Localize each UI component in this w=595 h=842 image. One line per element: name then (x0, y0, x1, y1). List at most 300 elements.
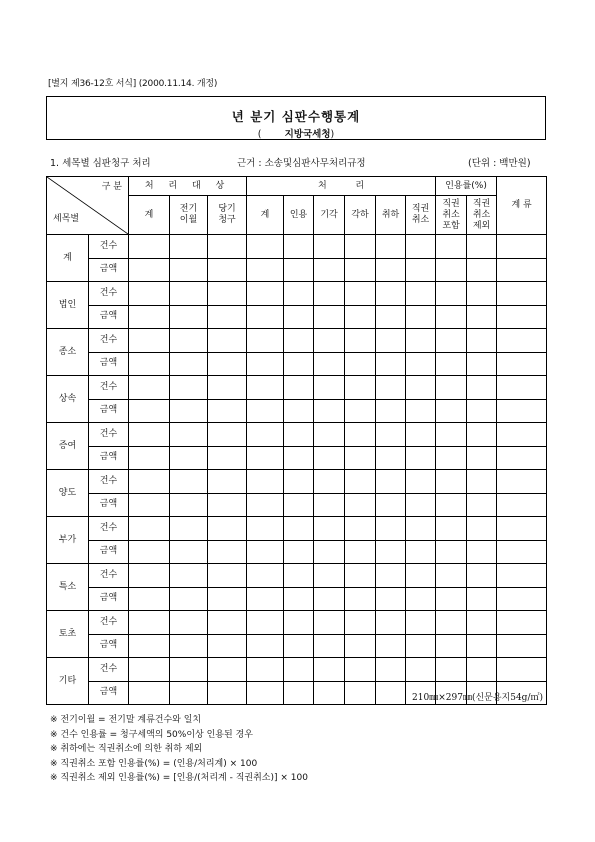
data-cell[interactable] (208, 540, 247, 564)
data-cell[interactable] (208, 352, 247, 376)
data-cell[interactable] (436, 470, 467, 494)
data-cell[interactable] (129, 540, 170, 564)
data-cell[interactable] (497, 399, 547, 423)
data-cell[interactable] (497, 446, 547, 470)
subheader-cell: 계 (129, 196, 170, 235)
data-cell[interactable] (129, 235, 170, 259)
category-cell: 부가 (47, 517, 89, 564)
data-cell[interactable] (467, 235, 497, 259)
data-cell[interactable] (170, 305, 208, 329)
data-cell[interactable] (284, 634, 314, 658)
data-cell[interactable] (284, 470, 314, 494)
data-cell[interactable] (467, 564, 497, 588)
data-cell[interactable] (284, 352, 314, 376)
data-cell[interactable] (208, 399, 247, 423)
data-cell[interactable] (247, 681, 284, 705)
data-cell[interactable] (345, 634, 376, 658)
data-cell[interactable] (129, 493, 170, 517)
data-cell[interactable] (467, 587, 497, 611)
data-cell[interactable] (345, 587, 376, 611)
data-cell[interactable] (376, 681, 406, 705)
data-cell[interactable] (376, 611, 406, 635)
data-cell[interactable] (376, 446, 406, 470)
data-cell[interactable] (436, 540, 467, 564)
data-cell[interactable] (345, 470, 376, 494)
data-cell[interactable] (467, 376, 497, 400)
data-cell[interactable] (376, 258, 406, 282)
subheader-cell: 각하 (345, 196, 376, 235)
header-pending: 계 류 (497, 177, 547, 235)
table-row (47, 587, 547, 611)
data-cell[interactable] (314, 352, 345, 376)
data-cell[interactable] (208, 258, 247, 282)
data-cell[interactable] (406, 423, 436, 447)
data-cell[interactable] (247, 611, 284, 635)
data-cell[interactable] (247, 517, 284, 541)
data-cell[interactable] (406, 493, 436, 517)
table-row (47, 493, 547, 517)
category-cell: 증여 (47, 423, 89, 470)
data-cell[interactable] (170, 235, 208, 259)
data-cell[interactable] (284, 517, 314, 541)
data-cell[interactable] (406, 587, 436, 611)
data-cell[interactable] (345, 305, 376, 329)
data-cell[interactable] (497, 423, 547, 447)
data-cell[interactable] (284, 587, 314, 611)
row-type-cell: 금액 (89, 258, 129, 282)
data-cell[interactable] (376, 540, 406, 564)
data-cell[interactable] (170, 399, 208, 423)
data-cell[interactable] (436, 658, 467, 682)
data-cell[interactable] (467, 634, 497, 658)
subtitle-open-paren: ( (257, 129, 262, 140)
data-cell[interactable] (129, 681, 170, 705)
header-rate: 인용률(%) (436, 177, 497, 196)
data-cell[interactable] (170, 540, 208, 564)
data-cell[interactable] (406, 258, 436, 282)
data-cell[interactable] (436, 587, 467, 611)
table-row (47, 634, 547, 658)
subtitle-label: 지방국세청 (284, 129, 331, 140)
data-cell[interactable] (314, 587, 345, 611)
data-cell[interactable] (170, 517, 208, 541)
category-cell: 법인 (47, 282, 89, 329)
data-cell[interactable] (170, 446, 208, 470)
data-cell[interactable] (208, 305, 247, 329)
data-cell[interactable] (467, 305, 497, 329)
data-cell[interactable] (467, 470, 497, 494)
data-cell[interactable] (497, 235, 547, 259)
data-cell[interactable] (376, 658, 406, 682)
data-cell[interactable] (314, 423, 345, 447)
data-cell[interactable] (208, 376, 247, 400)
data-cell[interactable] (314, 634, 345, 658)
data-cell[interactable] (129, 305, 170, 329)
data-cell[interactable] (376, 305, 406, 329)
row-type-cell: 건수 (89, 282, 129, 306)
data-cell[interactable] (170, 587, 208, 611)
data-cell[interactable] (170, 564, 208, 588)
data-cell[interactable] (497, 634, 547, 658)
data-cell[interactable] (467, 329, 497, 353)
table-row (47, 540, 547, 564)
data-cell[interactable] (436, 423, 467, 447)
data-cell[interactable] (247, 446, 284, 470)
data-cell[interactable] (376, 282, 406, 306)
data-cell[interactable] (406, 352, 436, 376)
data-cell[interactable] (467, 258, 497, 282)
data-cell[interactable] (436, 376, 467, 400)
table-row (47, 235, 547, 259)
data-cell[interactable] (406, 329, 436, 353)
data-cell[interactable] (284, 258, 314, 282)
data-cell[interactable] (314, 564, 345, 588)
data-cell[interactable] (247, 493, 284, 517)
data-cell[interactable] (247, 658, 284, 682)
row-type-cell: 건수 (89, 470, 129, 494)
data-cell[interactable] (376, 470, 406, 494)
data-cell[interactable] (284, 681, 314, 705)
data-cell[interactable] (129, 376, 170, 400)
data-cell[interactable] (314, 470, 345, 494)
row-type-cell: 금액 (89, 352, 129, 376)
data-cell[interactable] (467, 446, 497, 470)
data-cell[interactable] (345, 446, 376, 470)
data-cell[interactable] (467, 658, 497, 682)
data-cell[interactable] (314, 235, 345, 259)
data-cell[interactable] (376, 517, 406, 541)
data-cell[interactable] (467, 540, 497, 564)
data-cell[interactable] (436, 446, 467, 470)
data-cell[interactable] (208, 564, 247, 588)
data-cell[interactable] (345, 564, 376, 588)
data-cell[interactable] (376, 329, 406, 353)
data-cell[interactable] (406, 282, 436, 306)
data-cell[interactable] (406, 399, 436, 423)
data-cell[interactable] (376, 493, 406, 517)
data-cell[interactable] (345, 493, 376, 517)
data-cell[interactable] (345, 423, 376, 447)
data-cell[interactable] (247, 399, 284, 423)
data-cell[interactable] (247, 634, 284, 658)
data-cell[interactable] (208, 658, 247, 682)
table-row (47, 423, 547, 447)
data-cell[interactable] (247, 470, 284, 494)
data-cell[interactable] (406, 540, 436, 564)
data-cell[interactable] (208, 517, 247, 541)
title-box (46, 96, 546, 140)
data-cell[interactable] (208, 329, 247, 353)
data-cell[interactable] (345, 681, 376, 705)
data-cell[interactable] (314, 446, 345, 470)
category-cell: 종소 (47, 329, 89, 376)
data-cell[interactable] (208, 681, 247, 705)
subheader-cell: 취하 (376, 196, 406, 235)
data-cell[interactable] (345, 399, 376, 423)
data-cell[interactable] (497, 587, 547, 611)
data-cell[interactable] (247, 352, 284, 376)
form-id: [별지 제36-12호 서식] (2000.11.14. 개정) (48, 79, 218, 89)
data-cell[interactable] (497, 305, 547, 329)
data-cell[interactable] (208, 587, 247, 611)
data-cell[interactable] (406, 564, 436, 588)
footnotes (50, 713, 308, 786)
unit-text: (단위 : 백만원) (468, 158, 531, 169)
data-cell[interactable] (497, 658, 547, 682)
data-cell[interactable] (208, 282, 247, 306)
data-cell[interactable] (314, 517, 345, 541)
data-cell[interactable] (376, 587, 406, 611)
data-cell[interactable] (247, 235, 284, 259)
data-cell[interactable] (284, 235, 314, 259)
data-cell[interactable] (284, 423, 314, 447)
data-cell[interactable] (436, 399, 467, 423)
corner-bottom-label: 세목별 (53, 214, 80, 224)
data-cell[interactable] (497, 329, 547, 353)
row-type-cell: 금액 (89, 399, 129, 423)
data-cell[interactable] (376, 399, 406, 423)
data-cell[interactable] (247, 423, 284, 447)
data-cell[interactable] (247, 564, 284, 588)
data-cell[interactable] (436, 564, 467, 588)
data-cell[interactable] (170, 282, 208, 306)
data-cell[interactable] (284, 282, 314, 306)
subheader-cell: 직권 취소 제외 (467, 196, 497, 235)
data-cell[interactable] (467, 423, 497, 447)
data-cell[interactable] (129, 352, 170, 376)
data-cell[interactable] (345, 658, 376, 682)
data-cell[interactable] (436, 611, 467, 635)
data-cell[interactable] (170, 634, 208, 658)
data-cell[interactable] (208, 446, 247, 470)
data-cell[interactable] (314, 658, 345, 682)
data-cell[interactable] (376, 564, 406, 588)
data-cell[interactable] (314, 399, 345, 423)
data-cell[interactable] (436, 352, 467, 376)
data-cell[interactable] (314, 681, 345, 705)
data-cell[interactable] (129, 446, 170, 470)
subheader-cell: 인용 (284, 196, 314, 235)
header-processing: 처 리 (247, 177, 436, 196)
data-cell[interactable] (406, 470, 436, 494)
data-cell[interactable] (284, 376, 314, 400)
data-cell[interactable] (129, 611, 170, 635)
data-cell[interactable] (467, 282, 497, 306)
data-cell[interactable] (497, 517, 547, 541)
data-cell[interactable] (497, 564, 547, 588)
data-cell[interactable] (345, 329, 376, 353)
footnote-line: ※ 직권취소 제외 인용률(%) = [인용/(처리계 - 직권취소)] × 100 (50, 773, 308, 783)
table-row (47, 399, 547, 423)
table-row (47, 564, 547, 588)
row-type-cell: 금액 (89, 587, 129, 611)
stats-table (46, 176, 547, 705)
data-cell[interactable] (284, 305, 314, 329)
data-cell[interactable] (314, 258, 345, 282)
data-cell[interactable] (247, 282, 284, 306)
data-cell[interactable] (314, 376, 345, 400)
subheader-cell: 직권 취소 (406, 196, 436, 235)
data-cell[interactable] (247, 305, 284, 329)
data-cell[interactable] (467, 352, 497, 376)
row-type-cell: 건수 (89, 611, 129, 635)
data-cell[interactable] (284, 611, 314, 635)
data-cell[interactable] (129, 282, 170, 306)
data-cell[interactable] (129, 517, 170, 541)
data-cell[interactable] (314, 305, 345, 329)
data-cell[interactable] (376, 376, 406, 400)
data-cell[interactable] (406, 517, 436, 541)
row-type-cell: 금액 (89, 634, 129, 658)
data-cell[interactable] (284, 540, 314, 564)
data-cell[interactable] (208, 235, 247, 259)
data-cell[interactable] (284, 399, 314, 423)
data-cell[interactable] (208, 611, 247, 635)
data-cell[interactable] (284, 446, 314, 470)
data-cell[interactable] (497, 493, 547, 517)
data-cell[interactable] (170, 423, 208, 447)
data-cell[interactable] (247, 540, 284, 564)
data-cell[interactable] (345, 352, 376, 376)
data-cell[interactable] (406, 658, 436, 682)
footnote-line: ※ 전기이월 = 전기말 계류건수와 일치 (50, 715, 202, 725)
data-cell[interactable] (497, 376, 547, 400)
data-cell[interactable] (345, 258, 376, 282)
data-cell[interactable] (208, 470, 247, 494)
data-cell[interactable] (170, 658, 208, 682)
data-cell[interactable] (406, 446, 436, 470)
basis-text: 근거 : 소송및심판사무처리규정 (237, 158, 366, 169)
data-cell[interactable] (497, 540, 547, 564)
category-cell: 계 (47, 235, 89, 282)
data-cell[interactable] (170, 493, 208, 517)
data-cell[interactable] (497, 352, 547, 376)
data-cell[interactable] (376, 634, 406, 658)
data-cell[interactable] (129, 399, 170, 423)
subtitle-close-paren: ) (330, 129, 335, 140)
data-cell[interactable] (497, 282, 547, 306)
data-cell[interactable] (345, 540, 376, 564)
data-cell[interactable] (436, 282, 467, 306)
data-cell[interactable] (497, 470, 547, 494)
footnote-line: ※ 직권취소 포함 인용률(%) = (인용/처리계) × 100 (50, 758, 258, 769)
data-cell[interactable] (208, 493, 247, 517)
data-cell[interactable] (436, 493, 467, 517)
data-cell[interactable] (467, 517, 497, 541)
data-cell[interactable] (170, 681, 208, 705)
data-cell[interactable] (436, 517, 467, 541)
row-type-cell: 건수 (89, 564, 129, 588)
data-cell[interactable] (406, 634, 436, 658)
data-cell[interactable] (284, 493, 314, 517)
data-cell[interactable] (376, 235, 406, 259)
data-cell[interactable] (406, 376, 436, 400)
data-cell[interactable] (208, 634, 247, 658)
row-type-cell: 금액 (89, 305, 129, 329)
data-cell[interactable] (436, 258, 467, 282)
section-heading: 1. 세목별 심판청구 처리 (50, 158, 151, 169)
table-row (47, 470, 547, 494)
header-target: 처 리 대 상 (129, 177, 247, 196)
data-cell[interactable] (345, 611, 376, 635)
data-cell[interactable] (406, 305, 436, 329)
data-cell[interactable] (129, 329, 170, 353)
data-cell[interactable] (376, 352, 406, 376)
table-row (47, 258, 547, 282)
table-row (47, 305, 547, 329)
data-cell[interactable] (467, 493, 497, 517)
data-cell[interactable] (284, 564, 314, 588)
data-cell[interactable] (170, 329, 208, 353)
data-cell[interactable] (170, 470, 208, 494)
table-row (47, 329, 547, 353)
data-cell[interactable] (170, 258, 208, 282)
data-cell[interactable] (314, 540, 345, 564)
footnote-line: ※ 건수 인용률 = 청구세액의 50%이상 인용된 경우 (50, 729, 253, 740)
data-cell[interactable] (436, 235, 467, 259)
data-cell[interactable] (497, 258, 547, 282)
data-cell[interactable] (247, 258, 284, 282)
data-cell[interactable] (284, 658, 314, 682)
row-type-cell: 건수 (89, 517, 129, 541)
data-cell[interactable] (436, 329, 467, 353)
data-cell[interactable] (129, 258, 170, 282)
data-cell[interactable] (497, 611, 547, 635)
subheader-cell: 직권 취소 포함 (436, 196, 467, 235)
data-cell[interactable] (284, 329, 314, 353)
data-cell[interactable] (436, 305, 467, 329)
category-cell: 상속 (47, 376, 89, 423)
row-type-cell: 금액 (89, 540, 129, 564)
data-cell[interactable] (314, 282, 345, 306)
data-cell[interactable] (208, 423, 247, 447)
data-cell[interactable] (247, 376, 284, 400)
paper-size-note: 210㎜×297㎜(신문용지54g/㎡) (412, 693, 543, 703)
page-subtitle (47, 126, 545, 140)
category-cell: 토초 (47, 611, 89, 658)
data-cell[interactable] (376, 423, 406, 447)
data-cell[interactable] (129, 587, 170, 611)
data-cell[interactable] (247, 587, 284, 611)
data-cell[interactable] (170, 352, 208, 376)
data-cell[interactable] (345, 517, 376, 541)
data-cell[interactable] (467, 399, 497, 423)
data-cell[interactable] (406, 235, 436, 259)
data-cell[interactable] (129, 564, 170, 588)
data-cell[interactable] (345, 376, 376, 400)
data-cell[interactable] (129, 658, 170, 682)
row-type-cell: 건수 (89, 329, 129, 353)
table-row (47, 376, 547, 400)
data-cell[interactable] (170, 376, 208, 400)
data-cell[interactable] (345, 282, 376, 306)
data-cell[interactable] (129, 634, 170, 658)
data-cell[interactable] (314, 329, 345, 353)
data-cell[interactable] (406, 611, 436, 635)
data-cell[interactable] (314, 493, 345, 517)
page-title: 년 분기 심판수행통계 (231, 109, 361, 124)
data-cell[interactable] (345, 235, 376, 259)
data-cell[interactable] (436, 634, 467, 658)
data-cell[interactable] (170, 611, 208, 635)
data-cell[interactable] (129, 470, 170, 494)
data-cell[interactable] (467, 611, 497, 635)
data-cell[interactable] (247, 329, 284, 353)
data-cell[interactable] (314, 611, 345, 635)
row-type-cell: 금액 (89, 493, 129, 517)
data-cell[interactable] (129, 423, 170, 447)
footnote-line: ※ 취하에는 직권취소에 의한 취하 제외 (50, 744, 203, 754)
